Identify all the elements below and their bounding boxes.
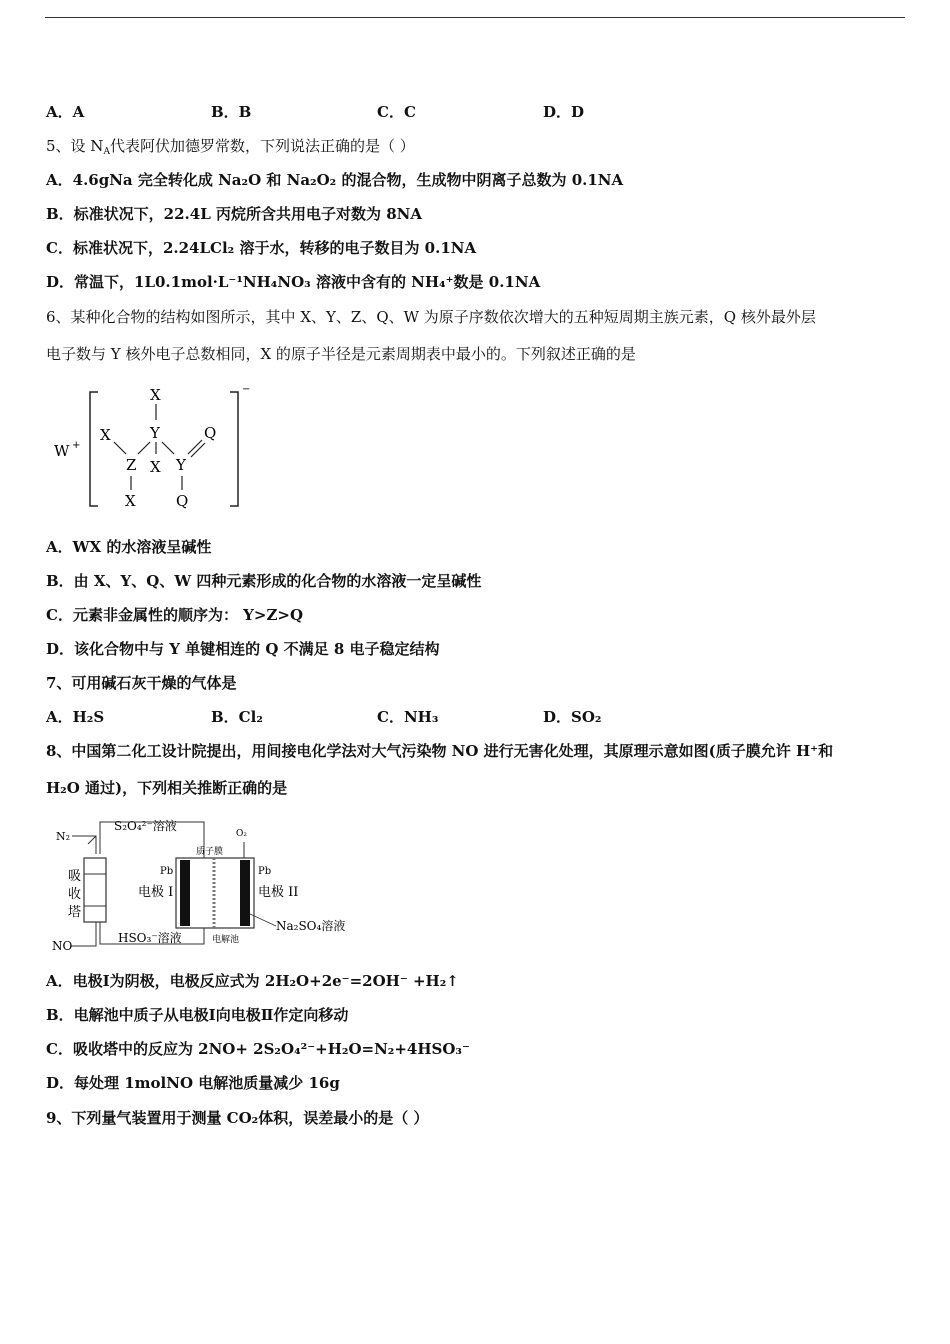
q8-option-c[interactable]: C．吸收塔中的反应为 2NO+ 2S₂O₄²⁻+H₂O=N₂+4HSO₃⁻ (46, 1040, 470, 1058)
q6-structure-figure (50, 382, 260, 514)
label-electrode-one: 电极 I (138, 885, 174, 900)
atom-w: W (54, 442, 70, 460)
q6-stem-line2: 电子数与 Y 核外电子总数相同，X 的原子半径是元素周期表中最小的。下列叙述正确的是 (46, 345, 636, 363)
absorption-tower (84, 858, 106, 922)
label-tower-char-2: 收 (68, 887, 82, 902)
q8-stem-line1: 8、中国第二化工设计院提出，用间接电化学法对大气污染物 NO 进行无害化处理，其原理示意如图(质子膜允许 H⁺和 (46, 742, 834, 760)
atom-z: Z (126, 456, 137, 474)
q5-stem: 5、设 $N_A$代表阿伏加德罗常数，下列说法正确的是（ ） (46, 137, 415, 157)
atom-x-bottom: X (125, 492, 136, 510)
label-s2o4-solution: S₂O₄²⁻溶液 (114, 819, 177, 833)
q7-option-d[interactable]: D．SO₂ (543, 708, 602, 726)
label-electrode-two: 电极 II (258, 885, 299, 900)
q4-option-c[interactable]: C．C (377, 103, 416, 121)
q7-option-c[interactable]: C．NH₃ (377, 708, 439, 726)
q9-stem: 9、下列量气装置用于测量 CO₂体积，误差最小的是（ ） (46, 1109, 429, 1127)
label-tower-char-1: 吸 (68, 869, 82, 884)
charge-plus: + (72, 440, 81, 451)
q5-option-b[interactable]: B．标准状况下，22.4L 丙烷所含共用电子对数为 8NA (46, 205, 422, 223)
atom-y-center: Y (150, 424, 160, 442)
q4-option-a[interactable]: A．A (46, 103, 85, 121)
label-na2so4-solution: Na₂SO₄溶液 (276, 919, 346, 933)
label-no: NO (52, 939, 73, 953)
electrode-two (240, 860, 250, 926)
atom-x-left: X (100, 426, 111, 444)
q5-option-c[interactable]: C．标准状况下，2.24LCl₂ 溶于水，转移的电子数目为 0.1NA (46, 239, 477, 257)
label-tower-char-3: 塔 (68, 905, 82, 920)
q8-option-b[interactable]: B．电解池中质子从电极Ⅰ向电极Ⅱ作定向移动 (46, 1006, 349, 1024)
q6-option-d[interactable]: D．该化合物中与 Y 单键相连的 Q 不满足 8 电子稳定结构 (46, 640, 440, 658)
q6-option-b[interactable]: B．由 X、Y、Q、W 四种元素形成的化合物的水溶液一定呈碱性 (46, 572, 482, 590)
atom-x-top: X (150, 386, 161, 404)
q8-stem-line2: H₂O 通过)，下列相关推断正确的是 (46, 779, 288, 797)
q7-option-a[interactable]: A．H₂S (46, 708, 105, 726)
label-cell: 电解池 (212, 935, 240, 945)
q6-stem-line1: 6、某种化合物的结构如图所示，其中 X、Y、Z、Q、W 为原子序数依次增大的五种短周期主族元素，Q 核外最外层 (46, 308, 816, 326)
q6-option-c[interactable]: C．元素非金属性的顺序为： Y>Z>Q (46, 606, 304, 624)
q7-option-b[interactable]: B．Cl₂ (211, 708, 263, 726)
atom-q-upper: Q (204, 424, 217, 442)
label-membrane: 质子膜 (196, 847, 224, 857)
label-pb-left: Pb (160, 866, 174, 877)
q7-stem: 7、可用碱石灰干燥的气体是 (46, 674, 237, 692)
q4-option-d[interactable]: D．D (543, 103, 585, 121)
q8-option-d[interactable]: D．每处理 1molNO 电解池质量减少 16g (46, 1074, 340, 1092)
label-o2: O₂ (236, 829, 247, 839)
q8-electrolysis-figure (46, 814, 356, 954)
q5-option-d[interactable]: D．常温下，1L0.1mol·L⁻¹NH₄NO₃ 溶液中含有的 NH₄⁺数是 0.1NA (46, 273, 541, 291)
q5-option-a[interactable]: A．4.6gNa 完全转化成 Na₂O 和 Na₂O₂ 的混合物，生成物中阴离子总数为 0.1NA (46, 171, 624, 189)
charge-minus: − (242, 384, 251, 395)
label-pb-right: Pb (258, 866, 272, 877)
q4-option-b[interactable]: B．B (211, 103, 252, 121)
atom-y-right: Y (176, 456, 186, 474)
label-n2: N₂ (56, 830, 71, 843)
q8-option-a[interactable]: A．电极Ⅰ为阴极，电极反应式为 2H₂O+2e⁻=2OH⁻ +H₂↑ (46, 972, 459, 990)
electrode-one (180, 860, 190, 926)
atom-x-middle: X (150, 458, 161, 476)
q6-option-a[interactable]: A．WX 的水溶液呈碱性 (46, 538, 212, 556)
header-rule (45, 17, 905, 18)
atom-q-lower: Q (176, 492, 189, 510)
bracket-right (230, 392, 238, 506)
label-hso3-solution: HSO₃⁻溶液 (118, 931, 182, 945)
bracket-left (90, 392, 98, 506)
